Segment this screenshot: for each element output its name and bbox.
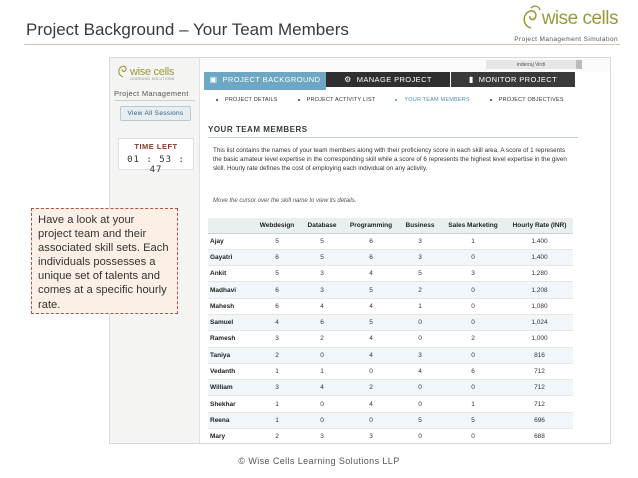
slide-footer: © Wise Cells Learning Solutions LLP — [238, 456, 400, 466]
brand-logo — [488, 4, 618, 46]
brand-subtitle: Project Management Simulation — [514, 36, 618, 43]
table-cell: 5 — [400, 266, 440, 282]
user-name-badge[interactable]: inderraj Virdi — [486, 60, 576, 69]
table-cell: 3 — [400, 249, 440, 265]
table-cell: 4 — [302, 380, 342, 396]
member-name-cell: Taniya — [208, 347, 252, 363]
table-cell: 1 — [440, 396, 506, 412]
instruction-callout — [31, 208, 178, 314]
table-cell: 816 — [506, 347, 573, 363]
time-left-value: 01 : 53 : 47 — [127, 155, 185, 175]
tab-label: MANAGE PROJECT — [356, 75, 432, 84]
table-cell: 1,400 — [506, 233, 573, 249]
table-cell: 0 — [440, 249, 506, 265]
table-cell: 6 — [252, 249, 302, 265]
column-header[interactable]: Business — [400, 218, 440, 233]
table-cell: 712 — [506, 363, 573, 379]
table-cell: 0 — [342, 412, 400, 428]
table-cell: 2 — [252, 429, 302, 444]
table-cell: 5 — [302, 233, 342, 249]
member-name-cell: Shekhar — [208, 396, 252, 412]
member-name-cell: Ajay — [208, 233, 252, 249]
table-cell: 3 — [252, 331, 302, 347]
table-cell: 1 — [252, 363, 302, 379]
table-row — [208, 363, 573, 379]
table-header-row — [208, 218, 573, 233]
table-cell: 3 — [440, 266, 506, 282]
table-cell: 1 — [400, 298, 440, 314]
table-cell: 0 — [400, 380, 440, 396]
sidebar-logo — [116, 62, 174, 78]
table-cell: 2 — [302, 331, 342, 347]
team-members-table — [208, 218, 573, 444]
slide-title: Project Background – Your Team Members — [26, 20, 349, 39]
header-divider — [24, 44, 620, 45]
table-cell: 0 — [440, 298, 506, 314]
member-name-cell: Ramesh — [208, 331, 252, 347]
tab-label: MONITOR PROJECT — [478, 75, 558, 84]
table-row — [208, 412, 573, 428]
table-row — [208, 314, 573, 330]
table-cell: 6 — [342, 233, 400, 249]
document-icon: ▣ — [209, 75, 218, 84]
table-cell: 0 — [302, 347, 342, 363]
table-cell: 3 — [302, 429, 342, 444]
tab-monitor-project[interactable] — [451, 72, 575, 87]
table-cell: 1 — [440, 233, 506, 249]
table-cell: 2 — [252, 347, 302, 363]
table-cell: 0 — [302, 412, 342, 428]
member-name-cell: Ankit — [208, 266, 252, 282]
table-cell: 3 — [400, 233, 440, 249]
table-cell: 0 — [400, 331, 440, 347]
table-row — [208, 429, 573, 444]
user-menu-toggle[interactable] — [576, 60, 582, 69]
table-body — [208, 233, 573, 444]
bullet-icon — [490, 99, 492, 101]
table-cell: 5 — [342, 282, 400, 298]
wise-cells-swirl-icon — [520, 4, 542, 30]
bullet-icon — [216, 99, 218, 101]
member-name-cell: Reena — [208, 412, 252, 428]
sidebar-logo-text: wise cells — [130, 66, 175, 78]
wise-cells-swirl-icon — [116, 62, 130, 78]
table-cell: 3 — [342, 429, 400, 444]
table-cell: 6 — [342, 249, 400, 265]
table-cell: 696 — [506, 412, 573, 428]
subnav-label: PROJECT DETAILS — [225, 97, 278, 103]
tab-label: PROJECT BACKGROUND — [222, 75, 321, 84]
table-cell: 4 — [342, 298, 400, 314]
table-cell: 0 — [440, 429, 506, 444]
brand-name: wise cells — [541, 8, 618, 29]
table-cell: 1,080 — [506, 298, 573, 314]
column-header[interactable]: Webdesign — [252, 218, 302, 233]
table-cell: 0 — [400, 314, 440, 330]
table-cell: 0 — [400, 396, 440, 412]
main-content — [202, 58, 611, 444]
table-row — [208, 396, 573, 412]
table-cell: 2 — [342, 380, 400, 396]
column-header[interactable]: Hourly Rate (INR) — [506, 218, 573, 233]
table-row — [208, 233, 573, 249]
table-cell: 3 — [302, 282, 342, 298]
member-name-cell: Madhavi — [208, 282, 252, 298]
table-row — [208, 347, 573, 363]
table-cell: 2 — [440, 331, 506, 347]
table-cell: 0 — [440, 380, 506, 396]
table-cell: 1,000 — [506, 331, 573, 347]
bullet-icon — [395, 99, 397, 101]
time-left-label: TIME LEFT — [134, 142, 178, 151]
table-cell: 5 — [252, 266, 302, 282]
table-cell: 712 — [506, 380, 573, 396]
callout-text: Have a look at your project team and their associated skill sets. Each individuals possesses a unique set of talents and comes at a specific hourly rate. — [38, 214, 169, 311]
view-all-sessions-button[interactable]: View All Sessions — [120, 106, 191, 121]
table-cell: 1,024 — [506, 314, 573, 330]
subnav-your-team-members[interactable] — [395, 94, 469, 106]
member-name-cell: Samuel — [208, 314, 252, 330]
table-cell: 6 — [252, 298, 302, 314]
table-row — [208, 380, 573, 396]
table-cell: 0 — [342, 363, 400, 379]
member-name-cell: Mahesh — [208, 298, 252, 314]
subnav-project-activity-list[interactable] — [298, 94, 376, 106]
table-row — [208, 298, 573, 314]
subnav-project-objectives[interactable] — [490, 94, 564, 106]
column-header[interactable]: Database — [302, 218, 342, 233]
table-cell: 1,400 — [506, 249, 573, 265]
table-cell: 0 — [302, 396, 342, 412]
subnav-label: PROJECT ACTIVITY LIST — [306, 97, 376, 103]
table-cell: 3 — [400, 347, 440, 363]
table-cell: 688 — [506, 429, 573, 444]
table-cell: 4 — [342, 396, 400, 412]
app-window — [109, 57, 611, 444]
tab-manage-project[interactable] — [326, 72, 450, 87]
section-title: YOUR TEAM MEMBERS — [208, 125, 308, 134]
sidebar-heading: Project Management — [114, 89, 189, 98]
table-row — [208, 249, 573, 265]
table-cell: 2 — [400, 282, 440, 298]
skill-hint: Move the cursor over the skill name to view its details. — [213, 198, 357, 204]
tab-project-background[interactable] — [204, 72, 326, 87]
table-cell: 1,208 — [506, 282, 573, 298]
table-cell: 6 — [302, 314, 342, 330]
table-cell: 4 — [342, 331, 400, 347]
table-cell: 1 — [252, 412, 302, 428]
table-cell: 3 — [302, 266, 342, 282]
member-name-cell: Vedanth — [208, 363, 252, 379]
table-cell: 4 — [302, 298, 342, 314]
bar-chart-icon: ▮ — [468, 75, 474, 84]
table-cell: 6 — [440, 363, 506, 379]
table-cell: 1 — [252, 396, 302, 412]
table-cell: 5 — [302, 249, 342, 265]
active-tab-indicator — [204, 87, 326, 90]
main-tabs — [204, 72, 576, 87]
subnav-label: PROJECT OBJECTIVES — [498, 97, 564, 103]
table-cell: 4 — [342, 347, 400, 363]
table-cell: 4 — [342, 266, 400, 282]
table-cell: 3 — [252, 380, 302, 396]
column-header-name — [208, 218, 252, 233]
subnav-project-details[interactable] — [216, 94, 278, 106]
table-cell: 5 — [400, 412, 440, 428]
subnav-label: YOUR TEAM MEMBERS — [404, 97, 470, 103]
subnav — [204, 94, 576, 106]
table-cell: 5 — [252, 233, 302, 249]
member-name-cell: Gayatri — [208, 249, 252, 265]
gear-icon: ⚙ — [344, 75, 352, 84]
table-cell: 0 — [440, 314, 506, 330]
bullet-icon — [298, 99, 300, 101]
team-description: This list contains the names of your team members along with their proficiency score in each skill area. A score of 1 represents the basic amateur level expertise in the corresponding skill while a score of 6 represents the highest level expertise in the given skill. Hourly rate defines the cost of employing each individual on any activity. — [213, 147, 567, 173]
table-cell: 4 — [252, 314, 302, 330]
table-row — [208, 331, 573, 347]
table-row — [208, 266, 573, 282]
column-header[interactable]: Sales Marketing — [440, 218, 506, 233]
table-cell: 6 — [252, 282, 302, 298]
member-name-cell: Mary — [208, 429, 252, 444]
sidebar-divider — [114, 100, 195, 101]
table-cell: 0 — [440, 347, 506, 363]
time-left-panel — [118, 138, 194, 175]
table-row — [208, 282, 573, 298]
table-cell: 0 — [400, 429, 440, 444]
member-name-cell: William — [208, 380, 252, 396]
table-cell: 1 — [302, 363, 342, 379]
table-cell: 5 — [440, 412, 506, 428]
column-header[interactable]: Programming — [342, 218, 400, 233]
table-cell: 1,280 — [506, 266, 573, 282]
table-cell: 5 — [342, 314, 400, 330]
section-divider — [208, 137, 578, 138]
table-cell: 0 — [440, 282, 506, 298]
table-cell: 4 — [400, 363, 440, 379]
table-cell: 712 — [506, 396, 573, 412]
sidebar-logo-subtitle: LEARNING SOLUTIONS — [130, 77, 175, 81]
